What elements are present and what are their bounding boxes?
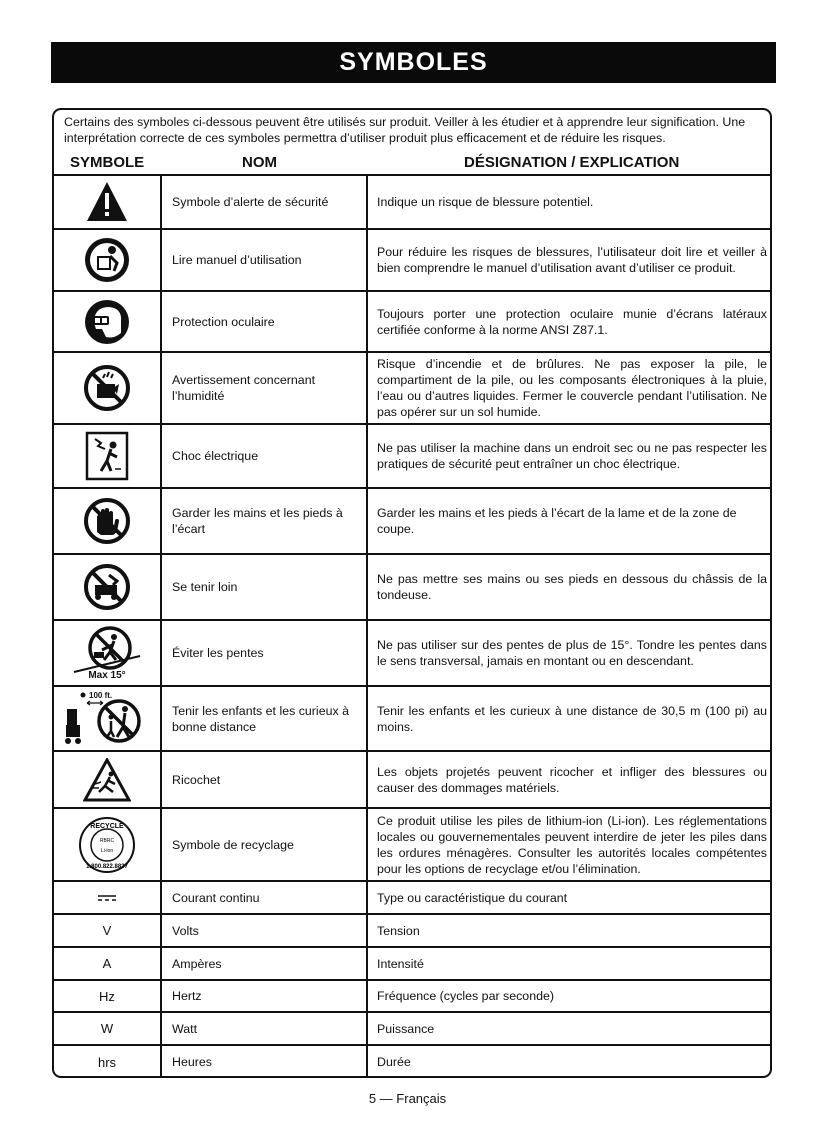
symbol-description: Intensité <box>377 956 424 971</box>
keep-bystanders-away-icon <box>54 687 160 750</box>
symbol-name: Éviter les pentes <box>172 646 264 660</box>
header-symbol: SYMBOLE <box>70 154 145 171</box>
symbol-name: Heures <box>172 1055 212 1069</box>
symbol-description: Puissance <box>377 1021 435 1036</box>
symbol-description: Ce produit utilise les piles de lithium-ion (Li-ion). Les réglementations locales ou gouvernementales peuvent interdire de jeter les piles dans les ordures ménagères. Consulter les autorités locales compétentes pour les options de recyclage et/ou l’élimination. <box>377 813 767 876</box>
table-row <box>54 882 770 913</box>
table-row <box>54 555 770 619</box>
svg-text:RBRC: RBRC <box>99 837 115 844</box>
symbol-description: Toujours porter une protection oculaire munie d’écrans latéraux certifiée conforme à la norme ANSI Z87.1. <box>377 306 767 337</box>
symbol-name: Choc électrique <box>172 449 259 463</box>
intro-text: Certains des symboles ci-dessous peuvent être utilisés sur produit. Veiller à les étudier et à apprendre leur signification. Une interprétation correcte de ces symboles permettra d’utiliser produit plus efficacement et de réduire les risques. <box>64 115 746 145</box>
symbol-name: Volts <box>172 923 199 938</box>
symbol-name: Symbole de recyclage <box>172 837 294 852</box>
slope-label: Max 15° <box>88 669 126 681</box>
symbol-name: Symbole d’alerte de sécurité <box>172 195 329 209</box>
safety-alert-icon <box>54 176 160 228</box>
distance-label: 100 ft. <box>89 690 113 700</box>
symbol-name: Watt <box>172 1021 198 1036</box>
ricochet-icon <box>54 752 160 807</box>
keep-hands-feet-away-icon <box>54 489 160 553</box>
header-explanation: DÉSIGNATION / EXPLICATION <box>464 154 680 171</box>
symbol-name: Tenir les enfants et les curieux à bonne distance <box>172 703 350 734</box>
table-row <box>54 425 770 487</box>
eye-protection-icon <box>54 292 160 351</box>
symbol-description: Pour réduire les risques de blessures, l’utilisateur doit lire et veiller à bien comprendre le manuel d’utilisation avant d’utiliser ce produit. <box>377 245 767 275</box>
symbol-description: Ne pas mettre ses mains ou ses pieds en dessous du châssis de la tondeuse. <box>377 572 767 602</box>
recycle-seal-icon <box>54 809 160 880</box>
table-row <box>54 752 770 807</box>
direct-current-icon <box>54 882 160 913</box>
symbol-description: Indique un risque de blessure potentiel. <box>377 195 594 209</box>
table-row <box>54 1013 770 1044</box>
table-row <box>54 230 770 290</box>
table-row <box>54 1046 770 1078</box>
symbol-text: W <box>100 1021 114 1036</box>
symbols-table <box>52 108 772 1078</box>
table-row <box>54 176 770 228</box>
symbol-text: hrs <box>97 1054 117 1070</box>
svg-text:RECYCLE: RECYCLE <box>90 822 124 830</box>
symbol-description: Ne pas utiliser la machine dans un endroit sec ou ne pas respecter les pratiques de sécurité peut entraîner un choc électrique. <box>377 441 767 471</box>
table-row <box>54 292 770 351</box>
read-manual-icon <box>54 230 160 290</box>
symbol-description: Type ou caractéristique du courant <box>377 890 568 905</box>
symbol-name: Ricochet <box>172 772 221 787</box>
symbol-description: Garder les mains et les pieds à l’écart de la lame et de la zone de coupe. <box>377 506 737 536</box>
symbol-name: Lire manuel d’utilisation <box>172 253 302 267</box>
symbol-text: A <box>102 956 112 971</box>
table-row <box>54 809 770 880</box>
page-footer: 5 — Français <box>368 1091 447 1106</box>
wet-conditions-icon <box>54 353 160 423</box>
symbol-text: V <box>102 923 112 938</box>
symbol-name: Hertz <box>172 989 202 1003</box>
table-row <box>54 489 770 553</box>
svg-text:1.800.822.8837: 1.800.822.8837 <box>86 863 128 870</box>
symbol-name: Avertissement concernant l’humidité <box>172 373 316 403</box>
stay-clear-icon <box>54 555 160 619</box>
page-title: SYMBOLES <box>51 42 776 83</box>
table-row <box>54 353 770 423</box>
symbol-name: Garder les mains et les pieds à l’écart <box>172 506 343 536</box>
electric-shock-icon <box>54 425 160 487</box>
symbol-name: Courant continu <box>172 890 260 905</box>
symbol-description: Ne pas utiliser sur des pentes de plus de 15°. Tondre les pentes dans le sens transversal, jamais en montant ou en descendant. <box>377 638 767 668</box>
symbol-description: Durée <box>377 1055 411 1069</box>
table-row <box>54 687 770 750</box>
symbol-description: Tension <box>377 923 420 938</box>
symbol-description: Tenir les enfants et les curieux à une distance de 30,5 m (100 pi) au moins. <box>377 703 767 734</box>
svg-text:Li-ion: Li-ion <box>100 847 114 854</box>
symbol-description: Fréquence (cycles par seconde) <box>377 989 554 1003</box>
table-row <box>54 621 770 685</box>
table-row <box>54 981 770 1011</box>
symbol-text: Hz <box>99 988 115 1004</box>
table-row <box>54 948 770 979</box>
symbol-name: Se tenir loin <box>172 580 238 594</box>
symbol-name: Ampères <box>172 956 222 971</box>
symbol-name: Protection oculaire <box>172 314 275 329</box>
table-row <box>54 915 770 946</box>
header-name: NOM <box>242 154 277 171</box>
avoid-slopes-icon <box>54 621 160 685</box>
symbol-description: Risque d’incendie et de brûlures. Ne pas exposer la pile, le compartiment de la pile, ou les composants électroniques à la pluie, l’eau ou d’autres liquides. Fermer le couvercle pendant l’utilisation. Ne pas opérer sur un sol humide. <box>377 357 767 419</box>
symbol-description: Les objets projetés peuvent ricocher et infliger des blessures ou causer des dommages matériels. <box>377 764 767 795</box>
